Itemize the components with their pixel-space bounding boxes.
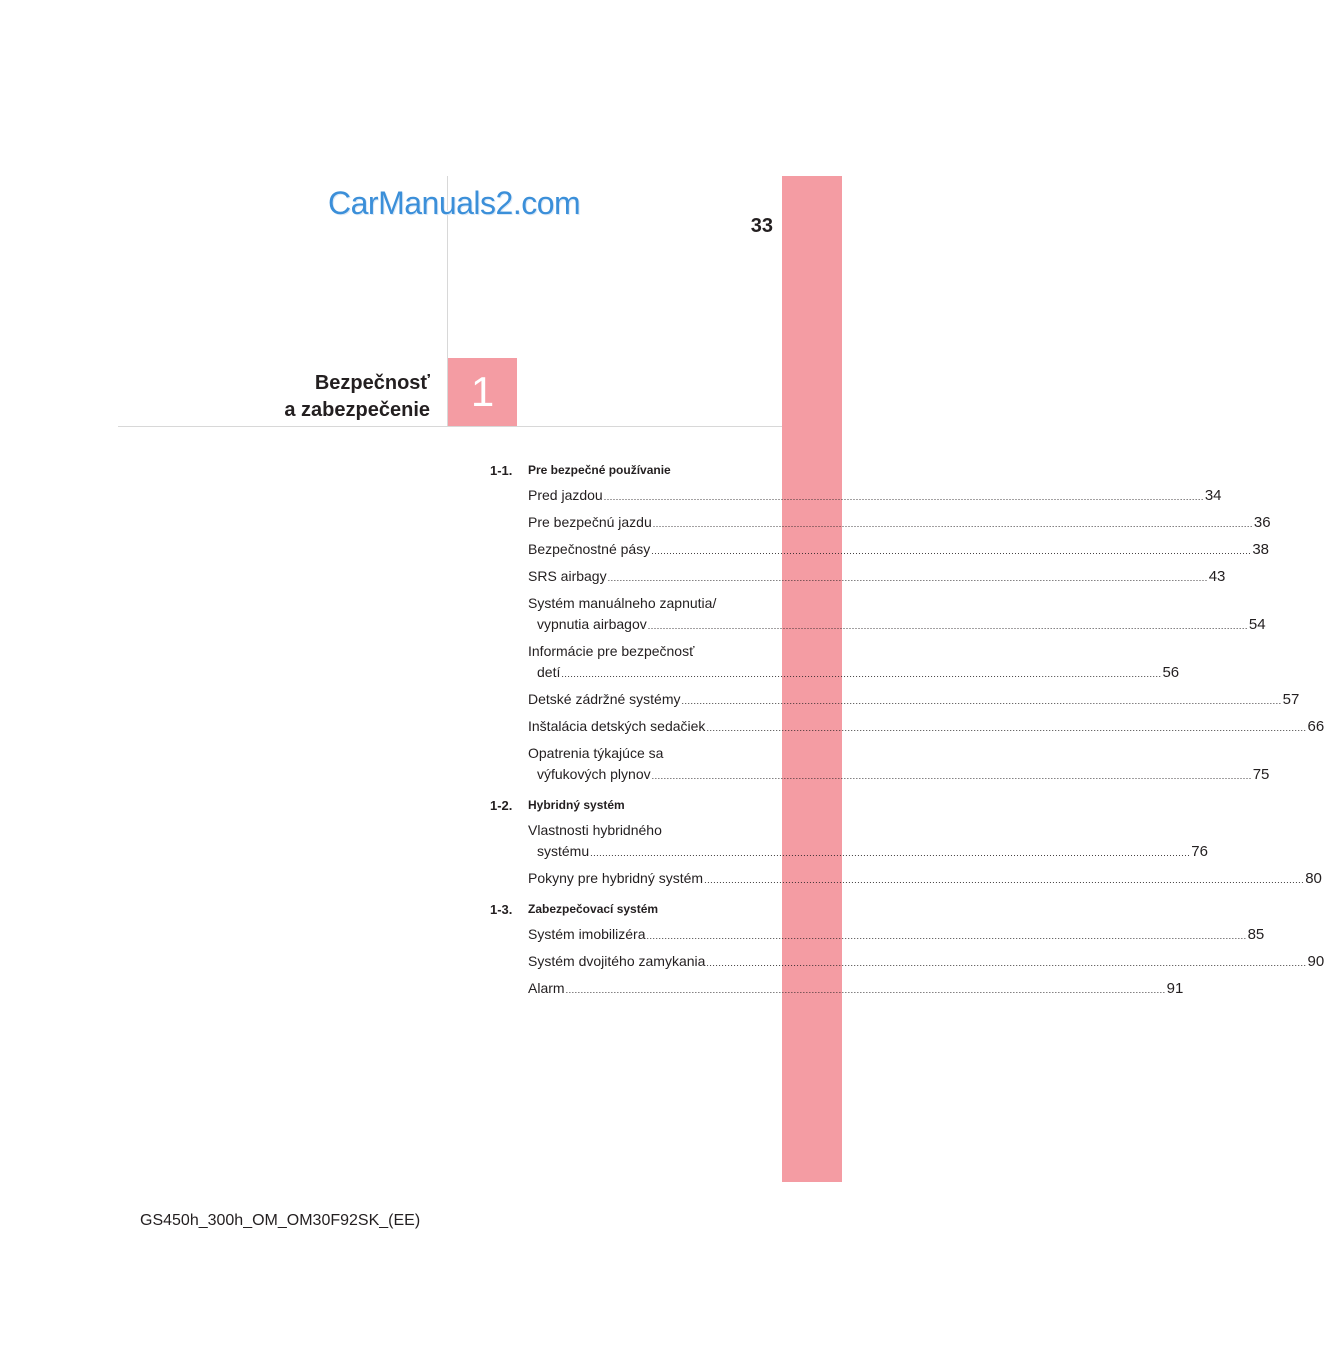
toc-entry[interactable] (528, 924, 1265, 947)
toc-entry[interactable] (528, 593, 1266, 637)
toc-entry-title-cont: výfukových plynov (537, 766, 651, 782)
toc-entry-title: SRS airbagy (528, 568, 607, 584)
toc-entry-page: 66 (1307, 718, 1324, 735)
toc-entry-title: Pre bezpečnú jazdu (528, 514, 652, 530)
toc-section-header (490, 795, 740, 816)
toc-leader-dots: ........................................................................................................................................................................................................ (646, 931, 1247, 941)
toc-leader-dots: ........................................................................................................................................................................................................ (590, 848, 1191, 858)
toc-entry-title: Systém imobilizéra (528, 926, 646, 942)
toc-leader-dots: ........................................................................................................................................................................................................ (706, 958, 1307, 968)
toc-section-title: Hybridný systém (528, 798, 625, 812)
toc-entry-page: 91 (1166, 980, 1184, 997)
toc-entry[interactable] (528, 539, 1269, 562)
toc-section-title: Zabezpečovací systém (528, 902, 659, 916)
toc-entry-title: Inštalácia detských sedačiek (528, 718, 706, 734)
toc-entry-title: Systém dvojitého zamykania (528, 953, 706, 969)
chapter-title-line2: a zabezpečenie (284, 399, 430, 421)
toc-entry[interactable] (528, 951, 1324, 974)
toc-entry-title: Informácie pre bezpečnosť (528, 643, 695, 659)
toc-section (490, 899, 1324, 1001)
toc-entry-title: Opatrenia týkajúce sa (528, 745, 664, 761)
toc-entry-title: Systém manuálneho zapnutia/ (528, 595, 717, 611)
toc-entry-title: Pokyny pre hybridný systém (528, 870, 704, 886)
toc-entry-title: Bezpečnostné pásy (528, 541, 651, 557)
toc-entry[interactable] (528, 743, 1270, 787)
toc-entry-page: 38 (1252, 541, 1269, 558)
toc-section-number: 1-3. (490, 902, 513, 917)
toc-section-header (490, 460, 740, 481)
toc-entry[interactable] (528, 689, 1300, 712)
toc-entry-page: 75 (1252, 766, 1270, 783)
toc-entry-page: 43 (1208, 568, 1226, 585)
chapter-title-line1: Bezpečnosť (314, 372, 430, 394)
toc-entry-title: Pred jazdou (528, 487, 603, 503)
toc-section-number: 1-1. (490, 463, 513, 478)
toc-leader-dots: ........................................................................................................................................................................................................ (647, 621, 1248, 631)
toc-leader-dots: ........................................................................................................................................................................................................ (607, 573, 1208, 583)
toc-entry[interactable] (528, 978, 1184, 1001)
toc-entry-page: 34 (1204, 487, 1222, 504)
toc-entry[interactable] (528, 716, 1324, 739)
toc-section-title: Pre bezpečné používanie (528, 463, 671, 477)
toc-leader-dots: ........................................................................................................................................................................................................ (681, 696, 1282, 706)
toc-entry-page: 90 (1307, 953, 1324, 970)
toc-leader-dots: ........................................................................................................................................................................................................ (651, 771, 1252, 781)
toc-leader-dots: ........................................................................................................................................................................................................ (603, 492, 1204, 502)
toc-entry-title: Detské zádržné systémy (528, 691, 681, 707)
toc-entry[interactable] (528, 566, 1226, 589)
toc-entry-page: 76 (1191, 843, 1208, 860)
toc-entry-title-cont: vypnutia airbagov (537, 616, 647, 632)
toc-section-header (490, 899, 740, 920)
table-of-contents (490, 460, 1324, 1001)
toc-entry[interactable] (528, 485, 1222, 508)
chapter-number-box: 1 (448, 358, 517, 426)
toc-entry-title-cont: detí (537, 664, 561, 680)
toc-section (490, 460, 1324, 787)
toc-leader-dots: ........................................................................................................................................................................................................ (652, 519, 1253, 529)
horizontal-divider (118, 426, 782, 427)
toc-leader-dots: ........................................................................................................................................................................................................ (565, 985, 1166, 995)
toc-leader-dots: ........................................................................................................................................................................................................ (651, 546, 1252, 556)
toc-entry-page: 57 (1282, 691, 1300, 708)
chapter-title (180, 370, 430, 424)
toc-entry-title: Vlastnosti hybridného (528, 822, 662, 838)
footer-doc-code: GS450h_300h_OM_OM30F92SK_(EE) (140, 1212, 421, 1229)
toc-entry[interactable] (528, 868, 1322, 891)
toc-entry-page: 85 (1247, 926, 1265, 943)
toc-entry-title-cont: systému (537, 843, 590, 859)
toc-entry[interactable] (528, 820, 1208, 864)
toc-leader-dots: ........................................................................................................................................................................................................ (706, 723, 1307, 733)
page-number: 33 (750, 215, 773, 237)
toc-entry-title: Alarm (528, 980, 565, 996)
toc-section-number: 1-2. (490, 798, 513, 813)
toc-entry-page: 80 (1305, 870, 1322, 887)
toc-leader-dots: ........................................................................................................................................................................................................ (704, 875, 1305, 885)
toc-entry-page: 36 (1253, 514, 1271, 531)
toc-leader-dots: ........................................................................................................................................................................................................ (561, 669, 1162, 679)
toc-entry-page: 56 (1162, 664, 1180, 681)
toc-section (490, 795, 1322, 891)
watermark-logo: CarManuals2.com (328, 185, 581, 221)
toc-entry-page: 54 (1248, 616, 1266, 633)
toc-entry[interactable] (528, 641, 1180, 685)
toc-entry[interactable] (528, 512, 1271, 535)
